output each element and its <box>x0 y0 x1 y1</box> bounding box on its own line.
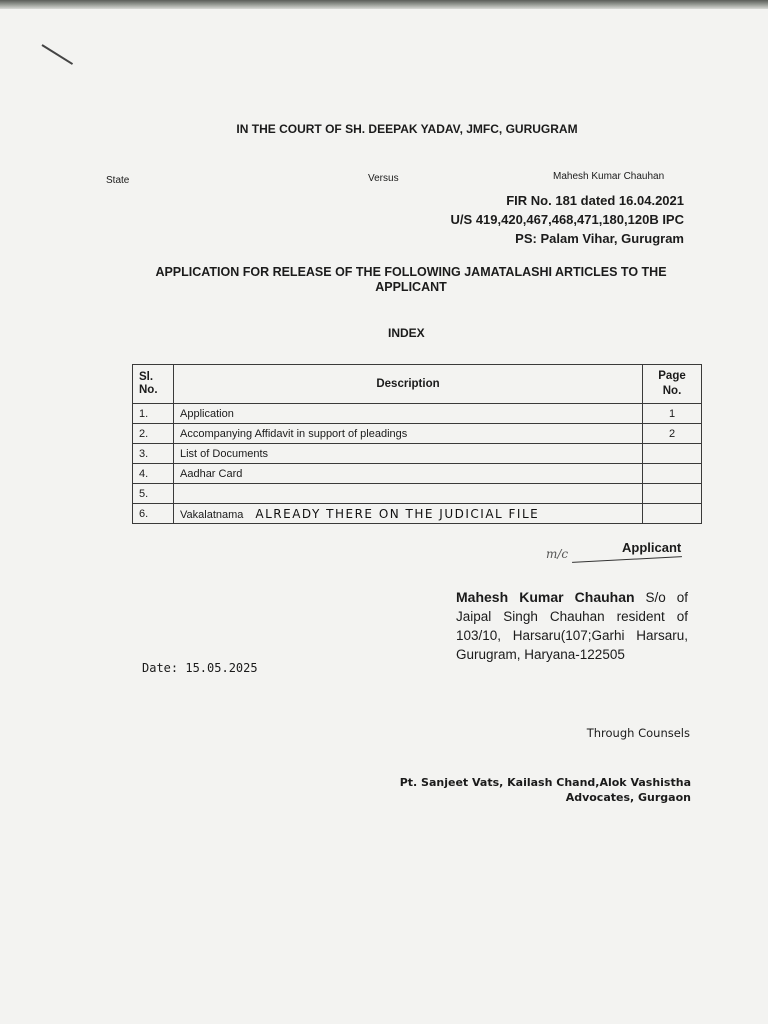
applicant-address: S/o of Jaipal Singh Chauhan resident of 103/10, Harsaru(107;Garhi Harsaru, Gurugram, Haryana-122505 <box>456 590 688 662</box>
party-state: State <box>106 175 130 186</box>
table-row <box>133 404 702 424</box>
police-station: PS: Palam Vihar, Gurugram <box>515 231 684 246</box>
table-header-row <box>133 365 702 404</box>
row-sl: 6. <box>133 504 174 524</box>
applicant-name: Mahesh Kumar Chauhan <box>456 589 635 605</box>
handwritten-note: ALREADY THERE ON THE JUDICIAL FILE <box>255 506 540 521</box>
row-page: 2 <box>643 424 702 444</box>
row-description <box>174 504 643 524</box>
pen-mark <box>41 44 73 65</box>
advocates-block <box>400 775 691 805</box>
row-description: Accompanying Affidavit in support of pleadings <box>174 424 643 444</box>
header-page-no: Page No. <box>643 365 702 404</box>
row-sl: 2. <box>133 424 174 444</box>
advocate-names: Pt. Sanjeet Vats, Kailash Chand,Alok Vashistha <box>399 776 691 789</box>
row-description <box>174 484 643 504</box>
application-title: APPLICATION FOR RELEASE OF THE FOLLOWING JAMATALASHI ARTICLES TO THE APPLICANT <box>155 265 667 294</box>
index-table <box>132 364 702 524</box>
applicant-details <box>456 588 688 664</box>
page-top-edge <box>0 0 768 9</box>
advocate-location: Advocates, Gurgaon <box>565 791 691 804</box>
row-page <box>643 464 702 484</box>
party-accused: Mahesh Kumar Chauhan <box>553 171 665 182</box>
row-description: Aadhar Card <box>174 464 643 484</box>
row-description: Application <box>174 404 643 424</box>
row-description-text: Vakalatnama <box>180 508 244 521</box>
row-description: List of Documents <box>174 444 643 464</box>
row-page <box>643 444 702 464</box>
date-line: Date: 15.05.2025 <box>142 661 258 675</box>
party-versus: Versus <box>368 173 399 184</box>
row-page <box>643 504 702 524</box>
row-sl: 3. <box>133 444 174 464</box>
row-sl: 1. <box>133 404 174 424</box>
row-sl: 5. <box>133 484 174 504</box>
header-description: Description <box>174 365 643 404</box>
table-row <box>133 424 702 444</box>
fir-sections: U/S 419,420,467,468,471,180,120B IPC <box>450 212 684 227</box>
court-title: IN THE COURT OF SH. DEEPAK YADAV, JMFC, GURUGRAM <box>236 122 578 136</box>
row-page: 1 <box>643 404 702 424</box>
row-sl: 4. <box>133 464 174 484</box>
row-page <box>643 484 702 504</box>
signature-scribble: m/c <box>546 547 569 561</box>
signature-line <box>572 556 682 563</box>
table-row <box>133 504 702 524</box>
through-counsels: Through Counsels <box>586 726 690 740</box>
table-row <box>133 444 702 464</box>
index-heading: INDEX <box>388 326 425 340</box>
table-row <box>133 484 702 504</box>
fir-number: FIR No. 181 dated 16.04.2021 <box>506 193 684 208</box>
fir-details <box>451 191 684 248</box>
table-row <box>133 464 702 484</box>
header-sl-no: Sl. No. <box>133 365 174 404</box>
applicant-label: Applicant <box>622 540 682 555</box>
